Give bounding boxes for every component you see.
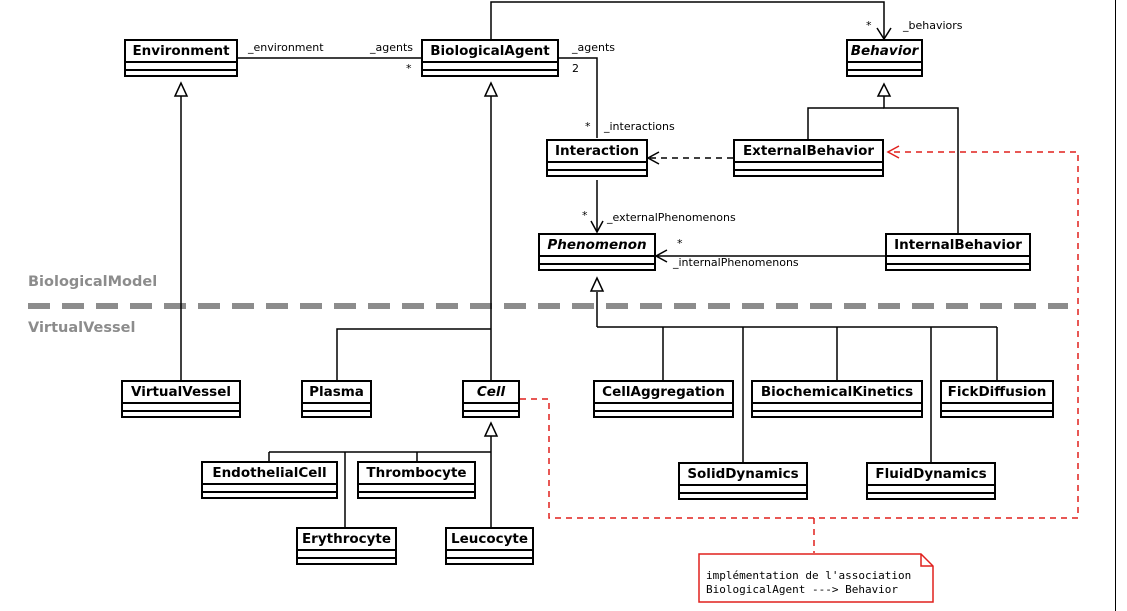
operations-compartment [595, 410, 732, 418]
class-name: Leucocyte [450, 531, 529, 547]
agents-role-label-right: _agents [572, 41, 616, 54]
class-name: Thrombocyte [366, 465, 467, 481]
class-name: SolidDynamics [687, 466, 799, 482]
class-phenomenon[interactable] [538, 233, 656, 271]
operations-compartment [942, 410, 1052, 418]
class-fick-diffusion[interactable] [940, 380, 1054, 418]
attributes-compartment [753, 402, 921, 410]
class-name: Erythrocyte [301, 531, 392, 547]
environment-role-label: _environment [248, 41, 324, 54]
class-name: ExternalBehavior [742, 143, 875, 159]
interactions-multiplicity: * [585, 120, 591, 133]
attributes-compartment [126, 61, 236, 69]
external-phenomenons-multiplicity: * [582, 209, 588, 222]
operations-compartment [464, 410, 518, 418]
class-behavior[interactable] [846, 39, 923, 77]
attributes-compartment [868, 484, 994, 492]
class-internal-behavior[interactable] [885, 233, 1031, 271]
class-name: BiochemicalKinetics [760, 384, 914, 400]
class-name: InternalBehavior [894, 237, 1022, 253]
class-cell[interactable] [462, 380, 520, 418]
attributes-compartment [942, 402, 1052, 410]
operations-compartment [868, 492, 994, 500]
class-plasma[interactable] [301, 380, 372, 418]
internal-phenomenons-multiplicity: * [677, 237, 683, 250]
attributes-compartment [359, 483, 474, 491]
operations-compartment [735, 169, 882, 177]
class-name: BiologicalAgent [430, 43, 550, 59]
class-solid-dynamics[interactable] [678, 462, 808, 500]
class-biological-agent[interactable] [421, 39, 559, 77]
attributes-compartment [548, 161, 646, 169]
package-label-virtual-vessel: VirtualVessel [28, 320, 136, 336]
class-biochemical-kinetics[interactable] [751, 380, 923, 418]
operations-compartment [540, 263, 654, 271]
class-name: CellAggregation [602, 384, 725, 400]
class-thrombocyte[interactable] [357, 461, 476, 499]
attributes-compartment [680, 484, 806, 492]
attributes-compartment [298, 549, 395, 557]
interactions-role-label: _interactions [604, 120, 675, 133]
behaviors-role-label: _behaviors [903, 19, 963, 32]
operations-compartment [298, 557, 395, 565]
class-cell-aggregation[interactable] [593, 380, 734, 418]
class-name: VirtualVessel [130, 384, 232, 400]
agents-multiplicity-right: 2 [572, 62, 579, 75]
class-virtual-vessel[interactable] [121, 380, 241, 418]
external-phenomenons-role-label: _externalPhenomenons [607, 211, 736, 224]
attributes-compartment [540, 255, 654, 263]
operations-compartment [359, 491, 474, 499]
class-external-behavior[interactable] [733, 139, 884, 177]
operations-compartment [680, 492, 806, 500]
attributes-compartment [887, 255, 1029, 263]
class-name: FickDiffusion [947, 384, 1047, 400]
attributes-compartment [423, 61, 557, 69]
note-line-2: BiologicalAgent ---> Behavior [706, 583, 899, 596]
class-interaction[interactable] [546, 139, 648, 177]
implementation-note [698, 553, 934, 603]
operations-compartment [447, 557, 532, 565]
class-name: Behavior [850, 43, 919, 59]
operations-compartment [126, 69, 236, 77]
attributes-compartment [303, 402, 370, 410]
operations-compartment [887, 263, 1029, 271]
attributes-compartment [447, 549, 532, 557]
attributes-compartment [203, 483, 336, 491]
attributes-compartment [735, 161, 882, 169]
class-name: Phenomenon [547, 237, 647, 253]
note-line-1: implémentation de l'association [706, 569, 912, 582]
class-name: EndothelialCell [212, 465, 327, 481]
attributes-compartment [848, 61, 921, 69]
operations-compartment [423, 69, 557, 77]
class-environment[interactable] [124, 39, 238, 77]
class-leucocyte[interactable] [445, 527, 534, 565]
class-name: Environment [132, 43, 230, 59]
operations-compartment [203, 491, 336, 499]
class-erythrocyte[interactable] [296, 527, 397, 565]
behaviors-multiplicity: * [866, 19, 872, 32]
attributes-compartment [464, 402, 518, 410]
operations-compartment [548, 169, 646, 177]
class-name: Cell [476, 384, 506, 400]
agents-multiplicity-left: * [406, 62, 412, 75]
operations-compartment [753, 410, 921, 418]
attributes-compartment [123, 402, 239, 410]
attributes-compartment [595, 402, 732, 410]
operations-compartment [848, 69, 921, 77]
operations-compartment [303, 410, 370, 418]
class-fluid-dynamics[interactable] [866, 462, 996, 500]
internal-phenomenons-role-label: _internalPhenomenons [673, 256, 799, 269]
class-name: Plasma [309, 384, 364, 400]
class-name: Interaction [555, 143, 639, 159]
operations-compartment [123, 410, 239, 418]
agents-role-label-left: _agents [370, 41, 414, 54]
class-name: FluidDynamics [875, 466, 987, 482]
class-endothelial-cell[interactable] [201, 461, 338, 499]
package-label-biological-model: BiologicalModel [28, 274, 158, 290]
